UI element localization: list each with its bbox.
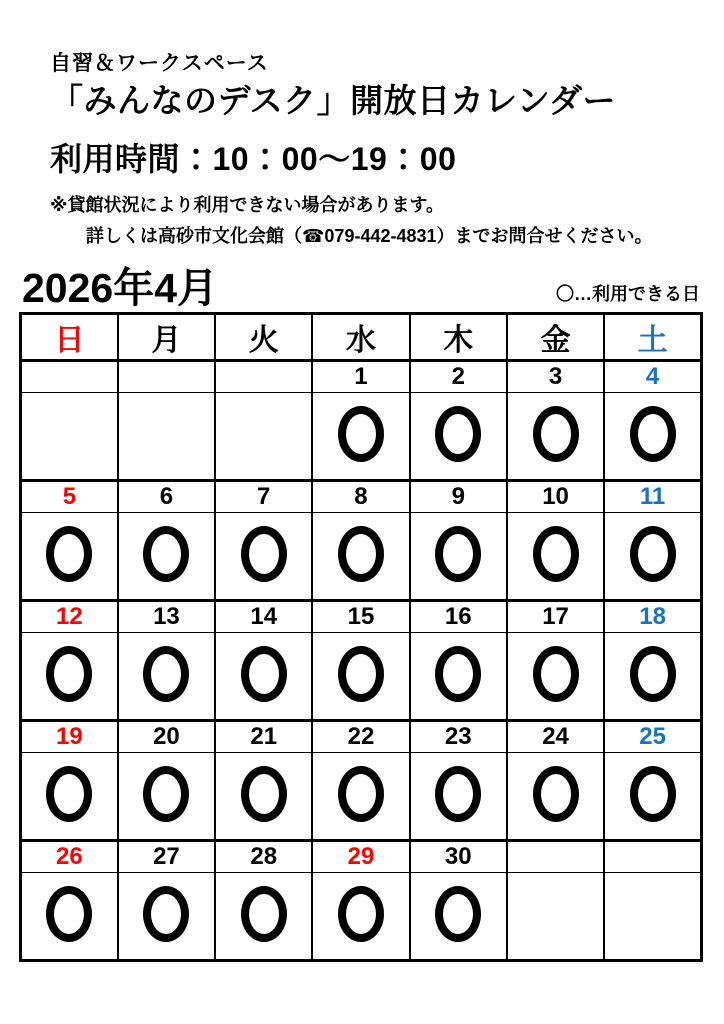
open-circle-icon bbox=[241, 886, 287, 942]
date-cell-16: 16 bbox=[410, 601, 507, 633]
open-circle-icon bbox=[435, 646, 481, 702]
open-circle-icon bbox=[338, 766, 384, 822]
date-cell-3: 3 bbox=[507, 361, 604, 393]
weekday-header-sat: 土 bbox=[604, 314, 701, 361]
date-row bbox=[21, 601, 702, 633]
page-subtitle: 自習＆ワークスペース bbox=[50, 52, 269, 75]
date-cell-empty bbox=[215, 361, 312, 393]
open-circle-icon bbox=[338, 406, 384, 462]
date-cell-empty bbox=[118, 361, 215, 393]
open-mark-cell-21 bbox=[215, 753, 312, 841]
open-circle-icon bbox=[46, 646, 92, 702]
open-mark-cell-8 bbox=[312, 513, 409, 601]
weekday-header-fri: 金 bbox=[507, 314, 604, 361]
open-circle-icon bbox=[46, 766, 92, 822]
date-cell-28: 28 bbox=[215, 841, 312, 873]
open-circle-icon bbox=[435, 886, 481, 942]
open-mark-cell-7 bbox=[215, 513, 312, 601]
open-mark-cell-27 bbox=[118, 873, 215, 961]
date-row bbox=[21, 481, 702, 513]
month-title: 2026年4月 bbox=[22, 265, 219, 312]
open-circle-icon bbox=[435, 406, 481, 462]
date-cell-6: 6 bbox=[118, 481, 215, 513]
open-mark-cell-20 bbox=[118, 753, 215, 841]
open-mark-cell-1 bbox=[312, 393, 409, 481]
open-circle-icon bbox=[630, 406, 676, 462]
closed-cell-empty bbox=[118, 393, 215, 481]
open-circle-icon bbox=[338, 526, 384, 582]
open-mark-cell-3 bbox=[507, 393, 604, 481]
open-mark-row bbox=[21, 873, 702, 961]
open-mark-cell-4 bbox=[604, 393, 701, 481]
date-cell-29: 29 bbox=[312, 841, 409, 873]
open-circle-icon bbox=[143, 526, 189, 582]
open-mark-cell-25 bbox=[604, 753, 701, 841]
open-circle-icon bbox=[143, 886, 189, 942]
open-mark-cell-24 bbox=[507, 753, 604, 841]
open-circle-icon bbox=[630, 526, 676, 582]
date-cell-8: 8 bbox=[312, 481, 409, 513]
open-mark-cell-6 bbox=[118, 513, 215, 601]
open-circle-icon bbox=[241, 766, 287, 822]
date-cell-17: 17 bbox=[507, 601, 604, 633]
date-row bbox=[21, 721, 702, 753]
date-cell-30: 30 bbox=[410, 841, 507, 873]
open-circle-icon bbox=[533, 646, 579, 702]
date-cell-23: 23 bbox=[410, 721, 507, 753]
open-mark-cell-16 bbox=[410, 633, 507, 721]
open-circle-icon bbox=[533, 406, 579, 462]
open-circle-icon bbox=[46, 526, 92, 582]
closed-cell-empty bbox=[21, 393, 118, 481]
date-cell-27: 27 bbox=[118, 841, 215, 873]
open-mark-cell-14 bbox=[215, 633, 312, 721]
date-cell-11: 11 bbox=[604, 481, 701, 513]
date-cell-22: 22 bbox=[312, 721, 409, 753]
open-mark-cell-18 bbox=[604, 633, 701, 721]
date-cell-2: 2 bbox=[410, 361, 507, 393]
open-mark-cell-23 bbox=[410, 753, 507, 841]
date-cell-24: 24 bbox=[507, 721, 604, 753]
open-circle-icon bbox=[143, 766, 189, 822]
date-row bbox=[21, 361, 702, 393]
open-mark-cell-5 bbox=[21, 513, 118, 601]
open-mark-row bbox=[21, 753, 702, 841]
open-circle-icon bbox=[435, 766, 481, 822]
open-day-legend: 〇…利用できる日 bbox=[556, 284, 700, 305]
month-header-row bbox=[22, 265, 700, 312]
open-circle-icon bbox=[630, 766, 676, 822]
date-cell-5: 5 bbox=[21, 481, 118, 513]
open-circle-icon bbox=[143, 646, 189, 702]
weekday-header-thu: 木 bbox=[410, 314, 507, 361]
open-mark-row bbox=[21, 393, 702, 481]
date-cell-25: 25 bbox=[604, 721, 701, 753]
date-cell-9: 9 bbox=[410, 481, 507, 513]
date-cell-14: 14 bbox=[215, 601, 312, 633]
date-row bbox=[21, 841, 702, 873]
open-circle-icon bbox=[630, 646, 676, 702]
date-cell-18: 18 bbox=[604, 601, 701, 633]
date-cell-empty bbox=[507, 841, 604, 873]
weekday-header-wed: 水 bbox=[312, 314, 409, 361]
date-cell-20: 20 bbox=[118, 721, 215, 753]
open-circle-icon bbox=[533, 766, 579, 822]
open-circle-icon bbox=[338, 646, 384, 702]
open-mark-cell-30 bbox=[410, 873, 507, 961]
date-cell-7: 7 bbox=[215, 481, 312, 513]
open-circle-icon bbox=[241, 646, 287, 702]
open-mark-cell-11 bbox=[604, 513, 701, 601]
date-cell-12: 12 bbox=[21, 601, 118, 633]
open-mark-row bbox=[21, 513, 702, 601]
date-cell-19: 19 bbox=[21, 721, 118, 753]
open-mark-cell-10 bbox=[507, 513, 604, 601]
open-mark-cell-15 bbox=[312, 633, 409, 721]
open-mark-cell-22 bbox=[312, 753, 409, 841]
date-cell-26: 26 bbox=[21, 841, 118, 873]
calendar-table bbox=[19, 312, 703, 962]
date-cell-21: 21 bbox=[215, 721, 312, 753]
open-circle-icon bbox=[338, 886, 384, 942]
usage-hours: 利用時間：10：00～19：00 bbox=[50, 141, 457, 178]
open-mark-cell-19 bbox=[21, 753, 118, 841]
closed-cell-empty bbox=[507, 873, 604, 961]
open-circle-icon bbox=[241, 526, 287, 582]
open-mark-cell-13 bbox=[118, 633, 215, 721]
open-mark-cell-26 bbox=[21, 873, 118, 961]
date-cell-10: 10 bbox=[507, 481, 604, 513]
open-mark-cell-9 bbox=[410, 513, 507, 601]
date-cell-empty bbox=[21, 361, 118, 393]
date-cell-empty bbox=[604, 841, 701, 873]
flyer-header bbox=[0, 0, 724, 248]
closed-cell-empty bbox=[604, 873, 701, 961]
open-mark-cell-2 bbox=[410, 393, 507, 481]
availability-note: ※貸館状況により利用できない場合があります。 bbox=[50, 195, 445, 216]
open-circle-icon bbox=[533, 526, 579, 582]
date-cell-4: 4 bbox=[604, 361, 701, 393]
closed-cell-empty bbox=[215, 393, 312, 481]
open-mark-cell-12 bbox=[21, 633, 118, 721]
date-cell-15: 15 bbox=[312, 601, 409, 633]
date-cell-13: 13 bbox=[118, 601, 215, 633]
weekday-header-sun: 日 bbox=[21, 314, 118, 361]
open-mark-cell-28 bbox=[215, 873, 312, 961]
open-circle-icon bbox=[46, 886, 92, 942]
weekday-header-mon: 月 bbox=[118, 314, 215, 361]
contact-note: 詳しくは高砂市文化会館（☎079-442-4831）までお問合せください。 bbox=[86, 225, 653, 246]
open-mark-cell-29 bbox=[312, 873, 409, 961]
open-mark-row bbox=[21, 633, 702, 721]
date-cell-1: 1 bbox=[312, 361, 409, 393]
open-circle-icon bbox=[435, 526, 481, 582]
open-mark-cell-17 bbox=[507, 633, 604, 721]
page-title: 「みんなのデスク」開放日カレンダー bbox=[50, 82, 617, 120]
weekday-header-tue: 火 bbox=[215, 314, 312, 361]
weekday-header-row bbox=[21, 314, 702, 361]
